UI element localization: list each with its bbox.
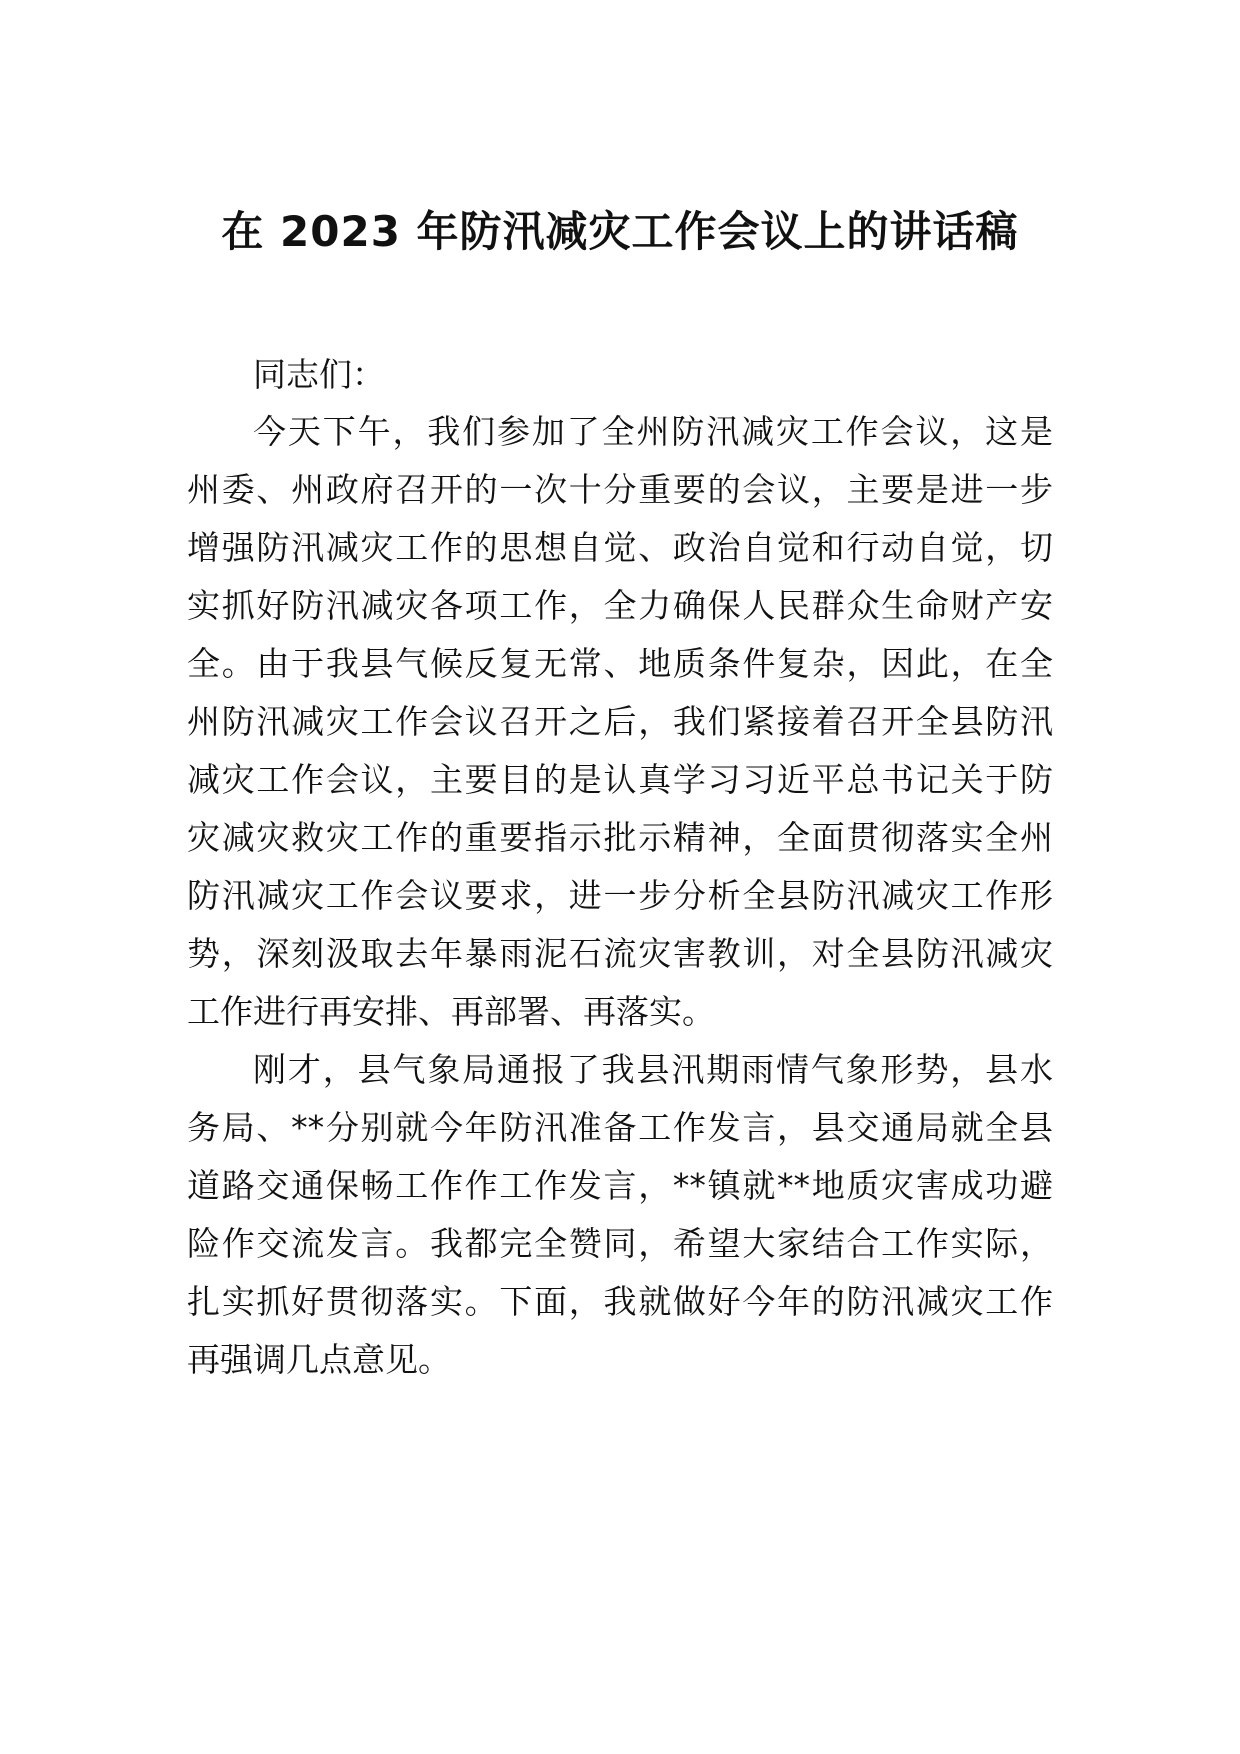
- paragraph-line: 减灾工作会议，主要目的是认真学习习近平总书记关于防: [187, 760, 1053, 799]
- paragraph-line: 州委、州政府召开的一次十分重要的会议，主要是进一步: [187, 470, 1053, 509]
- paragraph-line: 工作进行再安排、再部署、再落实。: [187, 992, 715, 1031]
- salutation: 同志们：: [253, 355, 385, 394]
- paragraph-line: 务局、**分别就今年防汛准备工作发言，县交通局就全县: [187, 1108, 1053, 1147]
- paragraph-line: 防汛减灾工作会议要求，进一步分析全县防汛减灾工作形: [187, 876, 1053, 915]
- document-title: 在 2023 年防汛减灾工作会议上的讲话稿: [221, 207, 1019, 256]
- paragraph-line: 州防汛减灾工作会议召开之后，我们紧接着召开全县防汛: [187, 702, 1053, 741]
- paragraph-line: 再强调几点意见。: [187, 1340, 451, 1379]
- paragraph-line: 道路交通保畅工作作工作发言，**镇就**地质灾害成功避: [187, 1166, 1054, 1205]
- paragraph-line: 势，深刻汲取去年暴雨泥石流灾害教训，对全县防汛减灾: [187, 934, 1053, 973]
- paragraph-line: 灾减灾救灾工作的重要指示批示精神，全面贯彻落实全州: [187, 818, 1053, 857]
- paragraph-line: 今天下午，我们参加了全州防汛减灾工作会议，这是: [253, 412, 1053, 451]
- paragraph-line: 扎实抓好贯彻落实。下面，我就做好今年的防汛减灾工作: [187, 1282, 1053, 1321]
- paragraph-line: 实抓好防汛减灾各项工作，全力确保人民群众生命财产安: [187, 586, 1053, 625]
- paragraph-line: 增强防汛减灾工作的思想自觉、政治自觉和行动自觉，切: [187, 528, 1053, 567]
- paragraph-line: 全。由于我县气候反复无常、地质条件复杂，因此，在全: [187, 644, 1053, 683]
- paragraph-line: 险作交流发言。我都完全赞同，希望大家结合工作实际，: [187, 1224, 1053, 1263]
- paragraph-line: 刚才，县气象局通报了我县汛期雨情气象形势，县水: [253, 1050, 1053, 1089]
